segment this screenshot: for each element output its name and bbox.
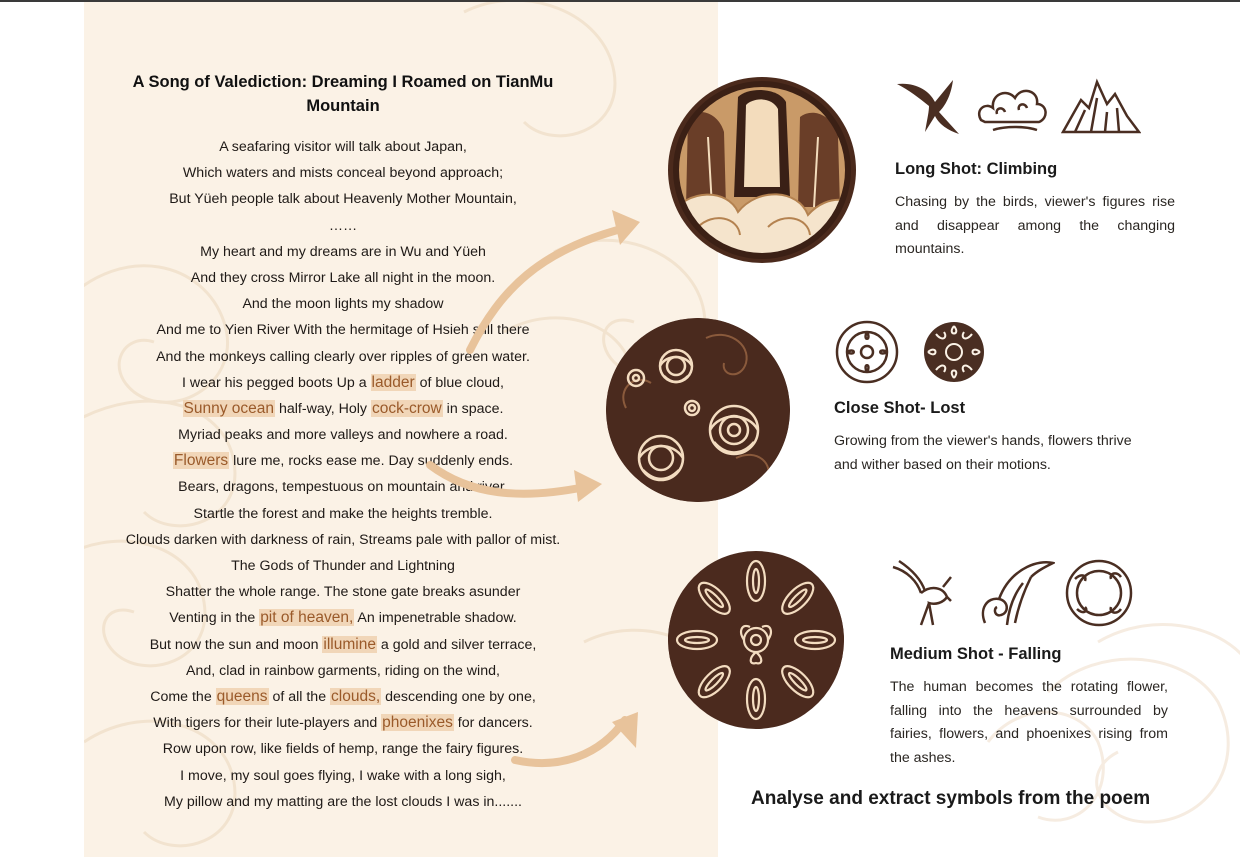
long-shot-medallion bbox=[668, 77, 856, 263]
poem-text: a gold and silver terrace, bbox=[376, 636, 537, 653]
poem-line bbox=[84, 736, 602, 762]
poem-text: And the monkeys calling clearly over ripples of green water. bbox=[156, 348, 530, 365]
medium-shot-icons bbox=[891, 553, 1135, 633]
medium-shot-block bbox=[890, 645, 1168, 770]
poem-text: Come the bbox=[150, 688, 216, 705]
close-shot-block bbox=[834, 399, 1134, 477]
crane-icon bbox=[891, 557, 953, 629]
poem-line bbox=[84, 213, 602, 239]
caption: Analyse and extract symbols from the poem bbox=[751, 788, 1151, 809]
poem-line bbox=[84, 789, 602, 815]
poem-line bbox=[84, 396, 602, 422]
medium-shot-description: The human becomes the rotating flower, falling into the heavens surrounded by fairies, flowers, and phoenixes rising from the ashes. bbox=[890, 679, 1168, 766]
poem-text: But Yüeh people talk about Heavenly Mother Mountain, bbox=[169, 191, 517, 208]
poem-line bbox=[84, 553, 602, 579]
poem-text: And, clad in rainbow garments, riding on the wind, bbox=[186, 662, 500, 679]
highlighted-keyword: Sunny ocean bbox=[183, 399, 275, 417]
poem-text: of blue cloud, bbox=[415, 374, 504, 391]
swallow-bird-icon bbox=[895, 76, 961, 138]
poem-text: Which waters and mists conceal beyond approach; bbox=[182, 165, 504, 182]
poem-text: Venting in the bbox=[169, 610, 260, 627]
poem-line bbox=[84, 658, 602, 684]
poem-text: And they cross Mirror Lake all night in the moon. bbox=[190, 269, 496, 286]
highlighted-keyword: ladder bbox=[371, 373, 415, 391]
medium-shot-title: Medium Shot - Falling bbox=[890, 645, 1062, 663]
poem-text: …… bbox=[328, 217, 358, 234]
poem-text: Bears, dragons, tempestuous on mountain and river, bbox=[178, 479, 508, 496]
poem-text: Row upon row, like fields of hemp, range the fairy figures. bbox=[162, 741, 524, 758]
close-shot-description: Growing from the viewer's hands, flowers thrive and wither based on their motions. bbox=[834, 433, 1132, 473]
close-shot-medallion bbox=[606, 318, 790, 502]
highlighted-keyword: phoenixes bbox=[382, 714, 453, 732]
poem-line bbox=[84, 239, 602, 265]
highlighted-keyword: clouds, bbox=[331, 687, 381, 705]
poem-line bbox=[84, 134, 602, 160]
close-shot-title: Close Shot- Lost bbox=[834, 399, 966, 417]
long-shot-block bbox=[895, 160, 1175, 262]
close-shot-icons bbox=[834, 318, 988, 386]
poem-line bbox=[84, 605, 602, 631]
long-shot-description: Chasing by the birds, viewer's figures rise and disappear among the changing mountains. bbox=[895, 194, 1175, 257]
poem-line bbox=[84, 684, 602, 710]
highlighted-keyword: pit of heaven, bbox=[260, 609, 354, 627]
medium-shot-medallion bbox=[668, 551, 844, 729]
poem-text: in space. bbox=[442, 400, 504, 417]
lotus-ornament-icon bbox=[920, 318, 988, 386]
poem-text: Shatter the whole range. The stone gate breaks asunder bbox=[165, 584, 521, 601]
poem-text: With tigers for their lute-players and bbox=[153, 715, 382, 732]
poem-text: I wear his pegged boots Up a bbox=[182, 374, 371, 391]
poem-line bbox=[84, 448, 602, 474]
poem-text: My heart and my dreams are in Wu and Yüeh bbox=[200, 243, 486, 260]
phoenix-icon bbox=[975, 553, 1055, 633]
highlighted-keyword: queens bbox=[216, 687, 268, 705]
poem-text: of all the bbox=[268, 688, 331, 705]
round-flower-ornament-icon bbox=[834, 319, 900, 385]
highlighted-keyword: Flowers bbox=[173, 452, 229, 470]
cloud-ring-icon bbox=[1063, 557, 1135, 629]
poem-text: Myriad peaks and more valleys and nowhere a road. bbox=[178, 427, 508, 444]
auspicious-cloud-icon bbox=[975, 80, 1051, 134]
long-shot-icons bbox=[895, 76, 1141, 138]
poem-text: An impenetrable shadow. bbox=[354, 610, 517, 627]
poem-line bbox=[84, 370, 602, 396]
poem-text: half-way, Holy bbox=[275, 400, 371, 417]
poem-text: lure me, rocks ease me. Day suddenly ends. bbox=[229, 453, 514, 470]
poem-line bbox=[84, 710, 602, 736]
poem-line bbox=[84, 317, 602, 343]
poem-text: The Gods of Thunder and Lightning bbox=[231, 558, 455, 574]
poem-line bbox=[84, 160, 602, 186]
poem-line bbox=[84, 186, 602, 212]
highlighted-keyword: cock-crow bbox=[371, 399, 442, 417]
poem-text: I move, my soul goes flying, I wake with a long sigh, bbox=[180, 767, 506, 784]
highlighted-keyword: illumine bbox=[323, 635, 376, 653]
poem-line bbox=[84, 422, 602, 448]
mountain-peaks-icon bbox=[1061, 78, 1141, 136]
poem-line bbox=[84, 763, 602, 789]
poem-text: Startle the forest and make the heights tremble. bbox=[193, 505, 493, 522]
poem-text: Clouds darken with darkness of rain, Streams pale with pallor of mist. bbox=[125, 531, 561, 548]
poem-line bbox=[84, 291, 602, 317]
poem-lines bbox=[84, 134, 602, 815]
poem-line bbox=[84, 527, 602, 553]
poem-line bbox=[84, 501, 602, 527]
poem-line bbox=[84, 344, 602, 370]
poem-line bbox=[84, 265, 602, 291]
long-shot-title: Long Shot: Climbing bbox=[895, 160, 1058, 178]
poem-text: A seafaring visitor will talk about Japan, bbox=[219, 139, 467, 155]
poem-title: A Song of Valediction: Dreaming I Roamed on TianMu Mountain bbox=[132, 73, 554, 115]
poem-text: My pillow and my matting are the lost clouds I was in....... bbox=[164, 793, 522, 810]
poem-text: And the moon lights my shadow bbox=[242, 296, 444, 313]
poem-text: And me to Yien River With the hermitage of Hsieh still there bbox=[156, 322, 530, 339]
poem-text: descending one by one, bbox=[381, 688, 536, 705]
poem-line bbox=[84, 474, 602, 500]
poem-text: for dancers. bbox=[453, 715, 533, 732]
poem-line bbox=[84, 632, 602, 658]
poem-line bbox=[84, 579, 602, 605]
poem-text: But now the sun and moon bbox=[149, 636, 323, 653]
